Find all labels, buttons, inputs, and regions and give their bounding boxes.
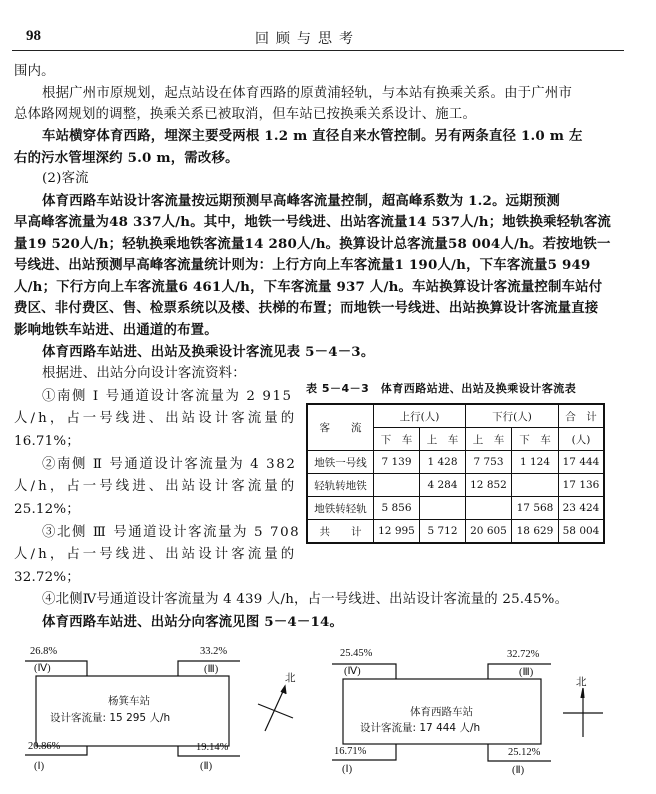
- body-line: ④北侧Ⅳ号通道设计客流量为 4 439 人/h，占一号线进、出站设计客流量的 25.45%。: [42, 592, 569, 607]
- body-line: ①南侧 Ⅰ 号通道设计客流量为 2 915: [42, 389, 293, 404]
- table-total-row: [307, 520, 604, 544]
- entrance-iv-label: (Ⅳ): [34, 663, 51, 674]
- table-cell: 17 444: [559, 451, 605, 474]
- body-line: 体育西路车站进、出站及换乘设计客流见表 5－4－3。: [42, 344, 375, 360]
- body-line: ②南侧 Ⅱ 号通道设计客流量为 4 382: [42, 457, 297, 472]
- compass-line: [258, 704, 293, 718]
- entrance-iv-outline: [332, 664, 396, 679]
- table-cell: 7 139: [374, 451, 420, 474]
- body-line: 早高峰客流量为48 337人/h。其中，地铁一号线进、出站客流量14 537人/h；地铁换乘轻轨客流: [14, 214, 612, 230]
- subheader-cell: 下 车: [512, 428, 559, 451]
- entrance-flow-figure: [0, 640, 656, 794]
- entrance-i-percent: 20.86%: [28, 741, 61, 752]
- running-title: 回顾与思考: [255, 31, 360, 47]
- table-cell: 17 568: [512, 497, 559, 520]
- header-rule: [12, 50, 624, 51]
- entrance-ii-percent: 25.12%: [508, 747, 541, 758]
- table-cell: 23 424: [559, 497, 605, 520]
- table-cell: 18 629: [512, 520, 559, 544]
- body-line: 右的污水管埋深约 5.0 m，需改移。: [14, 150, 239, 166]
- table-cell: 17 136: [559, 474, 605, 497]
- table-cell: [512, 474, 559, 497]
- entrance-iv-label: (Ⅳ): [344, 666, 361, 677]
- table-cell: 7 753: [466, 451, 512, 474]
- body-line: 车站横穿体育西路，埋深主要受两根 1.2 m 直径自来水管控制。另有两条直径 1.0 m 左: [42, 128, 583, 144]
- body-line: 人/h；下行方向上车客流量6 461人/h，下车客流量 937 人/h。车站换算设计客流量控制车站付: [14, 279, 603, 295]
- entrance-iii-percent: 32.72%: [507, 649, 540, 660]
- station-name: 杨箕车站: [108, 695, 150, 707]
- header-up: 上行(人): [374, 404, 466, 428]
- table-row: [307, 497, 604, 520]
- compass-arrowhead: [581, 688, 584, 698]
- entrance-iii-label: (Ⅲ): [204, 664, 219, 675]
- entrance-ii-percent: 19.14%: [196, 742, 229, 753]
- body-line: 人/h，占一号线进、出站设计客流量的: [14, 411, 298, 426]
- table-cell: [374, 474, 420, 497]
- body-line: 总体路网规划的调整，换乘关系已被取消，但车站已按换乘关系设计、施工。: [14, 107, 477, 122]
- header-total: 合 计: [559, 404, 605, 428]
- row-label: 共 计: [307, 520, 374, 544]
- body-line: 人/h，占一号线进、出站设计客流量的: [14, 547, 298, 562]
- entrance-ii-label: (Ⅱ): [200, 761, 213, 772]
- section-heading: (2)客流: [42, 171, 89, 186]
- north-label: 北: [285, 672, 296, 684]
- station-design-flow: 设计客流量: 17 444 人/h: [360, 722, 481, 734]
- header-row-label: 客 流: [307, 404, 374, 451]
- table-row: [307, 474, 604, 497]
- body-line: 32.72%；: [14, 570, 80, 585]
- entrance-iv-percent: 25.45%: [340, 648, 373, 659]
- body-line: 费区、非付费区、售、检票系统以及楼、扶梯的布置；而地铁一号线进、出站换算设计客流量直接: [14, 300, 599, 316]
- row-label: 地铁转轻轨: [307, 497, 374, 520]
- body-line: 人/h，占一号线进、出站设计客流量的: [14, 479, 298, 494]
- body-line: 量19 520人/h；轻轨换乘地铁客流量14 280人/h。换算设计总客流量58 004人/h。若按地铁一: [14, 236, 611, 252]
- table-cell: 5 712: [420, 520, 466, 544]
- body-line: 根据进、出站分向设计客流资料：: [42, 366, 246, 381]
- page-number: 98: [26, 28, 41, 44]
- table-row: [307, 451, 604, 474]
- row-label: 轻轨转地铁: [307, 474, 374, 497]
- body-line: 号线进、出站预测早高峰客流量统计则为：上行方向上车客流量1 190人/h，下车客流量5 949: [14, 257, 591, 273]
- table-cell: 58 004: [559, 520, 605, 544]
- entrance-i-percent: 16.71%: [334, 746, 367, 757]
- station-name: 体育西路车站: [410, 706, 473, 718]
- subheader-cell: 上 车: [466, 428, 512, 451]
- entrance-iii-label: (Ⅲ): [519, 667, 534, 678]
- table-cell: 20 605: [466, 520, 512, 544]
- table-cell: 1 428: [420, 451, 466, 474]
- entrance-iii-percent: 33.2%: [200, 646, 228, 657]
- entrance-iv-percent: 26.8%: [30, 646, 58, 657]
- compass-north-arrow: [265, 687, 285, 731]
- north-label: 北: [576, 676, 587, 688]
- subheader-cell: 下 车: [374, 428, 420, 451]
- body-line: 体育西路车站设计客流量按远期预测早高峰客流量控制，超高峰系数为 1.2。远期预测: [42, 193, 561, 209]
- body-line: 根据广州市原规划，起点站设在体育西路的原黄浦轻轨，与本站有换乘关系。由于广州市: [42, 86, 573, 101]
- header-down: 下行(人): [466, 404, 559, 428]
- table-cell: [466, 497, 512, 520]
- row-label: 地铁一号线: [307, 451, 374, 474]
- table-caption: 表 5－4－3 体育西路站进、出站及换乘设计客流表: [306, 382, 577, 395]
- entrance-i-label: (Ⅰ): [342, 764, 353, 775]
- entrance-i-label: (Ⅰ): [34, 761, 45, 772]
- passenger-flow-table: [306, 403, 605, 544]
- body-line: ③北侧 Ⅲ 号通道设计客流量为 5 708: [42, 525, 301, 540]
- subheader-cell: 上 车: [420, 428, 466, 451]
- body-line: 体育西路车站进、出站分向客流见图 5－4－14。: [42, 614, 344, 630]
- entrance-ii-label: (Ⅱ): [512, 765, 525, 776]
- body-line: 16.71%；: [14, 434, 80, 449]
- header-total-unit: (人): [559, 428, 605, 451]
- body-line: 影响地铁车站进、出通道的布置。: [14, 322, 218, 338]
- body-line: 25.12%；: [14, 502, 80, 517]
- table-cell: [420, 497, 466, 520]
- table-cell: 4 284: [420, 474, 466, 497]
- body-line: 围内。: [14, 64, 55, 79]
- table-cell: 12 852: [466, 474, 512, 497]
- table-cell: 12 995: [374, 520, 420, 544]
- table-cell: 1 124: [512, 451, 559, 474]
- station-design-flow: 设计客流量: 15 295 人/h: [50, 712, 171, 724]
- table-cell: 5 856: [374, 497, 420, 520]
- table-header-row: [307, 404, 604, 428]
